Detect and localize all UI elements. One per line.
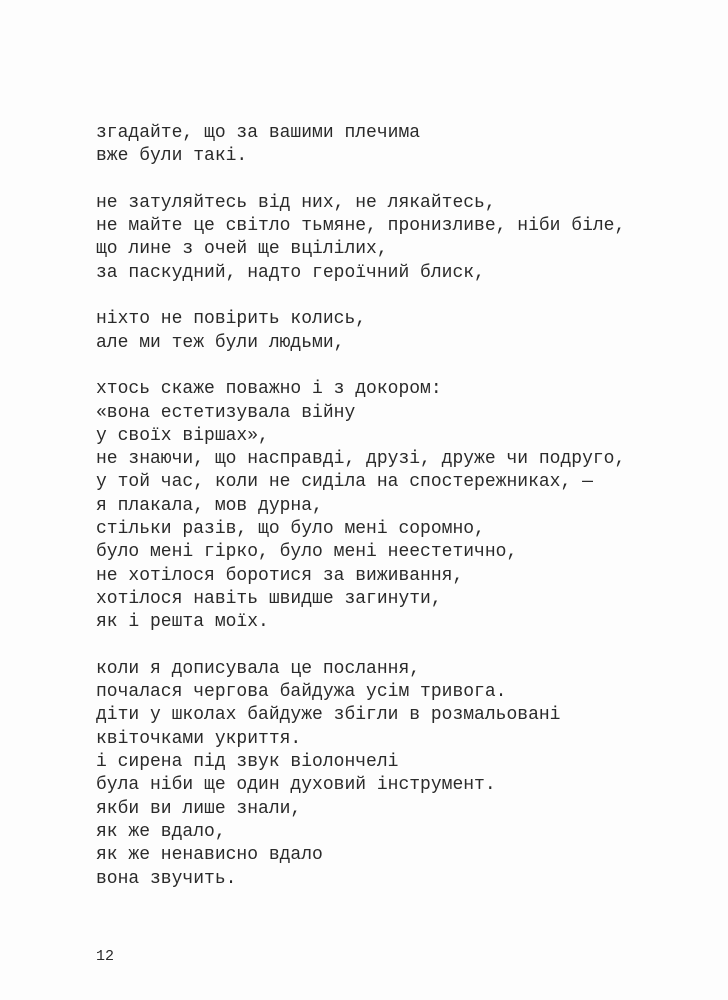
poem-body — [96, 122, 696, 891]
poem-line: не хотілося боротися за виживання, — [96, 565, 464, 586]
poem-line: «вона естетизувала війну — [96, 402, 356, 423]
stanza-4 — [96, 378, 696, 634]
poem-line: вона звучить. — [96, 868, 237, 889]
stanza-1 — [96, 122, 696, 169]
poem-line: за паскудний, надто героїчний блиск, — [96, 262, 485, 283]
poem-line: як же ненависно вдало — [96, 845, 323, 866]
poem-line: хотілося навіть швидше загинути, — [96, 588, 442, 609]
stanza-5 — [96, 658, 696, 891]
poem-line: стільки разів, що було мені соромно, — [96, 519, 485, 540]
poem-line: і сирена під звук віолончелі — [96, 752, 399, 773]
poem-line: але ми теж були людьми, — [96, 332, 345, 353]
poem-line: діти у школах байдуже збігли в розмальовані — [96, 705, 561, 726]
poem-line: була ніби ще один духовий інструмент. — [96, 775, 496, 796]
poem-line: коли я дописувала це послання, — [96, 658, 421, 679]
poem-line: як же вдало, — [96, 821, 226, 842]
poem-line: якби ви лише знали, — [96, 798, 302, 819]
stanza-3 — [96, 308, 696, 355]
poem-line: що лине з очей ще вцілілих, — [96, 239, 388, 260]
stanza-2 — [96, 192, 696, 285]
poem-line: у своїх віршах», — [96, 425, 269, 446]
poem-line: не знаючи, що насправді, друзі, друже чи подруго, — [96, 449, 626, 470]
poem-line: ніхто не повірить колись, — [96, 309, 367, 330]
poem-line: вже були такі. — [96, 146, 248, 167]
poem-line: у той час, коли не сиділа на спостережниках, — — [96, 472, 593, 493]
poem-line: не майте це світло тьмяне, пронизливе, ніби біле, — [96, 216, 626, 237]
poem-line: почалася чергова байдужа усім тривога. — [96, 682, 507, 703]
poem-line: було мені гірко, було мені неестетично, — [96, 542, 518, 563]
poem-line: згадайте, що за вашими плечима — [96, 123, 421, 143]
poem-line: я плакала, мов дурна, — [96, 495, 323, 516]
poem-line: хтось скаже поважно і з докором: — [96, 379, 442, 400]
poem-line: як і решта моїх. — [96, 612, 269, 633]
poem-line: не затуляйтесь від них, не лякайтесь, — [96, 192, 496, 213]
page-number: 12 — [96, 948, 115, 965]
poem-line: квіточками укриття. — [96, 728, 302, 749]
